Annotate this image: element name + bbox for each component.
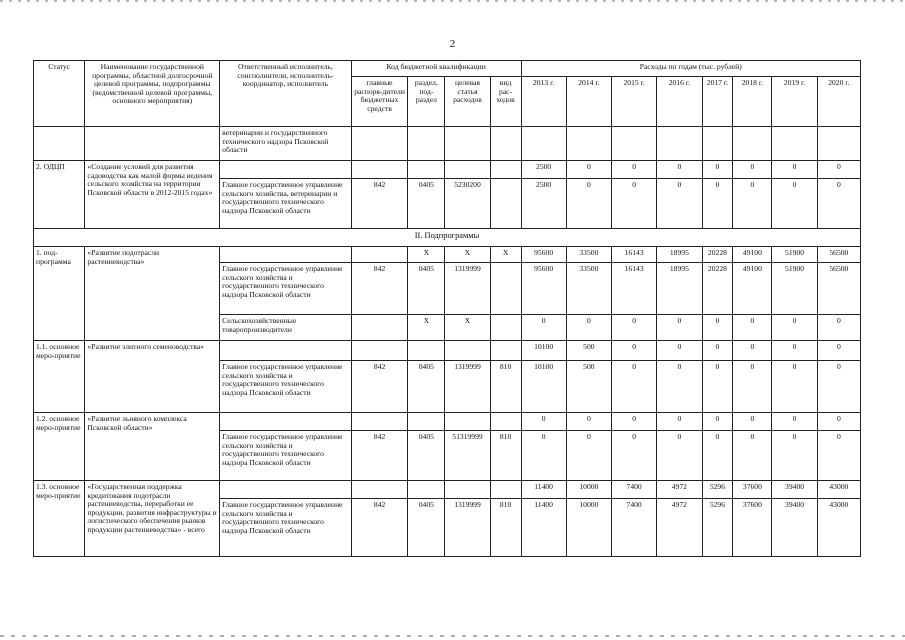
value-cell: 11400 [521, 481, 566, 499]
value-cell: 0 [612, 179, 657, 229]
value-cell: 39400 [772, 499, 817, 557]
value-cell: 43000 [817, 481, 860, 499]
value-cell: 0 [566, 315, 611, 341]
value-cell: 0 [817, 179, 860, 229]
header-row-1 [34, 61, 861, 77]
value-cell: 95600 [521, 247, 566, 263]
header-year: 2019 г. [772, 77, 817, 127]
code-cell: 0405 [408, 499, 445, 557]
value-cell: 500 [566, 361, 611, 413]
value-cell: 0 [657, 431, 702, 481]
code-cell: X [408, 247, 445, 263]
code-cell [351, 247, 408, 263]
value-cell: 0 [566, 179, 611, 229]
header-year: 2015 г. [612, 77, 657, 127]
value-cell: 0 [702, 413, 733, 431]
value-cell: 0 [657, 341, 702, 361]
value-cell: 0 [702, 161, 733, 179]
section-title: II. Подпрограммы [34, 229, 861, 247]
value-cell: 0 [566, 413, 611, 431]
executor-cell: Главное государственное управление сельского хозяйства и государственного технического надзора Псковской области [220, 499, 352, 557]
value-cell: 7400 [612, 481, 657, 499]
status-cell: 2. ОДЦП [34, 161, 85, 229]
value-cell: 0 [733, 431, 772, 481]
code-cell: 842 [351, 179, 408, 229]
value-cell: 0 [612, 161, 657, 179]
value-cell: 5296 [702, 499, 733, 557]
code-cell: 1319999 [445, 361, 490, 413]
value-cell: 0 [657, 413, 702, 431]
value-cell: 0 [566, 161, 611, 179]
code-cell: 1319999 [445, 499, 490, 557]
header-year: 2020 г. [817, 77, 860, 127]
value-cell: 0 [612, 431, 657, 481]
header-code-col: раздел, под-раздел [408, 77, 445, 127]
table-row-m11-total [34, 341, 861, 361]
value-cell: 0 [657, 179, 702, 229]
code-cell: 842 [351, 499, 408, 557]
value-cell: 0 [772, 161, 817, 179]
value-cell: 0 [566, 431, 611, 481]
value-cell: 0 [702, 361, 733, 413]
value-cell: 0 [612, 341, 657, 361]
value-cell: 0 [612, 315, 657, 341]
header-year: 2014 г. [566, 77, 611, 127]
code-cell: 5230200 [445, 179, 490, 229]
code-cell: 0405 [408, 431, 445, 481]
header-executor: Ответственный исполнитель, соисполнители, исполнитель-координатор, исполнитель [220, 61, 352, 127]
header-code-col: вид рас-ходов [490, 77, 521, 127]
status-cell: 1.3. основное меро-приятие [34, 481, 85, 557]
code-cell: 810 [490, 361, 521, 413]
header-code-group: Код бюджетной квалификации [351, 61, 521, 77]
value-cell: 10000 [566, 481, 611, 499]
value-cell: 10100 [521, 361, 566, 413]
value-cell: 0 [702, 431, 733, 481]
value-cell: 49100 [733, 247, 772, 263]
executor-cell: Сельскохозяйственные товаропроизводители [220, 315, 352, 341]
code-cell: 0405 [408, 361, 445, 413]
value-cell: 4972 [657, 481, 702, 499]
code-cell: 51319999 [445, 431, 490, 481]
value-cell: 500 [566, 341, 611, 361]
header-name: Наименование государственной программы, областной долгосрочной целевой программы, подпрограммы (ведомственной целевой программы, основного мероприятия) [85, 61, 220, 127]
code-cell: 810 [490, 431, 521, 481]
value-cell: 0 [772, 315, 817, 341]
header-expenses-group: Расходы по годам (тыс. рублей) [521, 61, 861, 77]
value-cell: 18995 [657, 247, 702, 263]
code-cell: X [445, 247, 490, 263]
value-cell: 37600 [733, 499, 772, 557]
value-cell: 0 [817, 161, 860, 179]
value-cell: 0 [612, 413, 657, 431]
header-year: 2017 г. [702, 77, 733, 127]
value-cell: 0 [772, 431, 817, 481]
value-cell: 20228 [702, 247, 733, 263]
value-cell: 51900 [772, 247, 817, 263]
value-cell: 0 [733, 361, 772, 413]
value-cell: 49100 [733, 263, 772, 315]
value-cell: 0 [702, 315, 733, 341]
value-cell: 0 [702, 179, 733, 229]
value-cell: 0 [772, 413, 817, 431]
value-cell: 0 [733, 341, 772, 361]
header-code-col: главные распоря-дители бюджетных средств [351, 77, 408, 127]
value-cell: 0 [772, 179, 817, 229]
section-row [34, 229, 861, 247]
value-cell: 56500 [817, 247, 860, 263]
value-cell: 10000 [566, 499, 611, 557]
budget-table [33, 60, 861, 557]
code-cell: 810 [490, 499, 521, 557]
code-cell: 842 [351, 361, 408, 413]
value-cell: 16143 [612, 247, 657, 263]
executor-cell: Главное государственное управление сельского хозяйства и государственного технического надзора Псковской области [220, 361, 352, 413]
executor-cell: Главное государственное управление сельского хозяйства и государственного технического надзора Псковской области [220, 263, 352, 315]
value-cell: 0 [657, 361, 702, 413]
status-cell: 1. под-программа [34, 247, 85, 341]
continuation-row [34, 127, 861, 161]
executor-cell: Главное государственное управление сельского хозяйства, ветеринарии и государственного технического надзора Псковской области [220, 179, 352, 229]
value-cell: 7400 [612, 499, 657, 557]
value-cell: 0 [657, 315, 702, 341]
header-year: 2016 г. [657, 77, 702, 127]
code-cell: 0405 [408, 263, 445, 315]
program-name-cell: «Развитие льняного комплекса Псковской области» [85, 413, 220, 481]
executor-cell: Главное государственное управление сельского хозяйства и государственного технического надзора Псковской области [220, 431, 352, 481]
value-cell: 0 [817, 315, 860, 341]
value-cell: 39400 [772, 481, 817, 499]
value-cell: 33500 [566, 263, 611, 315]
code-cell [490, 179, 521, 229]
value-cell: 0 [521, 431, 566, 481]
code-cell: 0405 [408, 179, 445, 229]
value-cell: 37600 [733, 481, 772, 499]
header-code-col: целевая статья расходов [445, 77, 490, 127]
table-row-sub1-total [34, 247, 861, 263]
executor-cell: ветеринарии и государственного технического надзора Псковской области [220, 127, 352, 161]
value-cell: 10100 [521, 341, 566, 361]
table-row-odcp-total [34, 161, 861, 179]
scan-edge-bottom [0, 635, 905, 637]
program-name-cell: «Государственная поддержка кредитования подотрасли растениеводства, переработки ее продукции, развития инфраструктуры и логистического обеспечения рынков продукции растениеводства» - всего [85, 481, 220, 557]
value-cell: 5296 [702, 481, 733, 499]
value-cell: 0 [772, 361, 817, 413]
value-cell: 20228 [702, 263, 733, 315]
code-cell: X [445, 315, 490, 341]
value-cell: 11400 [521, 499, 566, 557]
scan-edge-top [0, 0, 905, 2]
value-cell: 0 [817, 341, 860, 361]
code-cell: 842 [351, 431, 408, 481]
value-cell: 0 [612, 361, 657, 413]
value-cell: 0 [817, 431, 860, 481]
code-cell [490, 263, 521, 315]
value-cell: 0 [733, 179, 772, 229]
value-cell: 18995 [657, 263, 702, 315]
value-cell: 16143 [612, 263, 657, 315]
value-cell: 0 [521, 315, 566, 341]
value-cell: 43000 [817, 499, 860, 557]
program-name-cell: «Развитие подотрасли растениеводства» [85, 247, 220, 341]
value-cell: 2500 [521, 161, 566, 179]
code-cell: X [408, 315, 445, 341]
value-cell: 4972 [657, 499, 702, 557]
code-cell [490, 315, 521, 341]
table-row-m12-total [34, 413, 861, 431]
value-cell: 0 [657, 161, 702, 179]
value-cell: 0 [521, 413, 566, 431]
value-cell: 2500 [521, 179, 566, 229]
code-cell [351, 315, 408, 341]
code-cell: X [490, 247, 521, 263]
program-name-cell: «Развитие элитного семеноводства» [85, 341, 220, 413]
status-cell: 1.1. основное меро-приятие [34, 341, 85, 413]
value-cell: 95600 [521, 263, 566, 315]
table-row-m13-total [34, 481, 861, 499]
value-cell: 0 [733, 413, 772, 431]
value-cell: 0 [733, 161, 772, 179]
header-status: Статус [34, 61, 85, 127]
status-cell: 1.2. основное меро-приятие [34, 413, 85, 481]
value-cell: 0 [772, 341, 817, 361]
header-year: 2018 г. [733, 77, 772, 127]
value-cell: 56500 [817, 263, 860, 315]
value-cell: 0 [702, 341, 733, 361]
value-cell: 0 [733, 315, 772, 341]
value-cell: 0 [817, 361, 860, 413]
code-cell: 1319999 [445, 263, 490, 315]
value-cell: 51900 [772, 263, 817, 315]
page-number: 2 [449, 38, 456, 50]
value-cell: 0 [817, 413, 860, 431]
header-year: 2013 г. [521, 77, 566, 127]
value-cell: 33500 [566, 247, 611, 263]
code-cell: 842 [351, 263, 408, 315]
program-name-cell: «Создание условий для развития садоводства как малой формы ведения сельского хозяйства на территории Псковской области в 2012-2015 годах» [85, 161, 220, 229]
